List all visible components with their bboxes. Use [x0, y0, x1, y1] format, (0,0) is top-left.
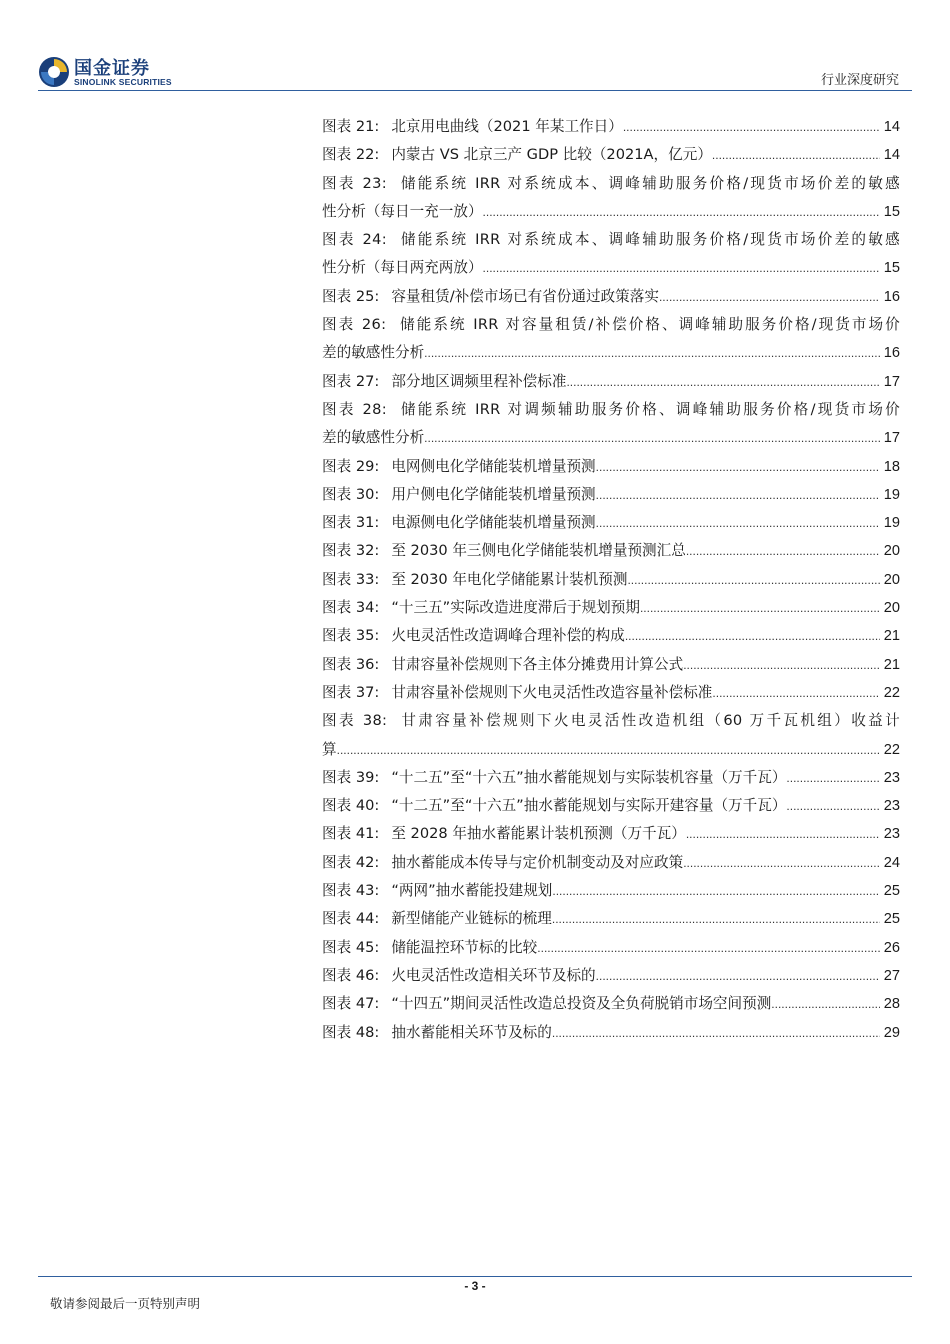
toc-leader-dots [596, 962, 880, 990]
toc-entry-title: 性分析（每日两充两放） [322, 259, 483, 277]
toc-leader-dots [683, 849, 880, 877]
toc-entry-page: 25 [883, 911, 900, 928]
company-logo [38, 56, 178, 90]
toc-entry[interactable] [322, 339, 900, 367]
toc-entry[interactable] [322, 283, 900, 311]
toc-entry[interactable] [322, 622, 900, 650]
toc-entry-label: 图表 29: [322, 457, 380, 475]
toc-entry[interactable] [322, 509, 900, 537]
toc-entry-page: 25 [883, 883, 900, 900]
toc-entry-page: 19 [883, 486, 900, 503]
toc-entry-label: 图表 42: [322, 853, 380, 871]
toc-entry-page: 23 [883, 769, 900, 786]
toc-leader-dots [552, 1019, 880, 1047]
toc-entry-page: 24 [883, 854, 900, 871]
logo-chinese-name: 国金证券 [74, 58, 150, 79]
toc-entry[interactable] [322, 368, 900, 396]
toc-leader-dots [537, 934, 880, 962]
toc-entry-label: 图表 22: [322, 146, 380, 164]
toc-entry-title: 至 2030 年三侧电化学储能装机增量预测汇总 [391, 542, 686, 560]
toc-entry-title: 储能系统 IRR 对系统成本、调峰辅助服务价格/现货市场价差的敏感 [398, 174, 900, 192]
disclaimer-text: 敬请参阅最后一页特别声明 [50, 1296, 201, 1311]
toc-entry-label: 图表 26: [322, 316, 387, 334]
toc-leader-dots [424, 339, 880, 367]
toc-entry-title: “十三五”实际改造进度滞后于规划预期 [391, 599, 640, 617]
toc-entry-label: 图表 25: [322, 287, 380, 305]
toc-entry[interactable] [322, 877, 900, 905]
toc-entry-page: 20 [883, 543, 900, 560]
toc-entry-title: 电源侧电化学储能装机增量预测 [391, 514, 596, 532]
toc-entry-page: 18 [883, 458, 900, 475]
footer-divider [38, 1276, 912, 1277]
toc-entry-title: 储能系统 IRR 对系统成本、调峰辅助服务价格/现货市场价差的敏感 [398, 231, 900, 249]
toc-entry-page: 21 [883, 628, 900, 645]
toc-leader-dots [625, 622, 880, 650]
toc-entry-label: 图表 41: [322, 825, 380, 843]
toc-entry-page: 28 [883, 996, 900, 1013]
toc-entry-title: 甘肃容量补偿规则下火电灵活性改造机组（60 万千瓦机组）收益计 [399, 712, 900, 730]
toc-leader-dots [686, 537, 880, 565]
toc-entry-page: 21 [883, 656, 900, 673]
toc-entry-page: 20 [883, 600, 900, 617]
toc-entry-title: 部分地区调频里程补偿标准 [391, 372, 567, 390]
toc-entry-title: 性分析（每日一充一放） [322, 202, 483, 220]
toc-entry-label: 图表 46: [322, 966, 380, 984]
toc-entry[interactable] [322, 962, 900, 990]
toc-entry-label: 图表 28: [322, 400, 387, 418]
toc-entry-title: 储能系统 IRR 对调频辅助服务价格、调峰辅助服务价格/现货市场价 [398, 400, 900, 418]
toc-leader-dots [483, 198, 880, 226]
toc-entry-title: 储能系统 IRR 对容量租赁/补偿价格、调峰辅助服务价格/现货市场价 [398, 316, 900, 334]
toc-entry[interactable] [322, 566, 900, 594]
toc-leader-dots [786, 792, 880, 820]
toc-entry-label: 图表 36: [322, 655, 380, 673]
toc-entry-label: 图表 39: [322, 768, 380, 786]
toc-leader-dots [552, 905, 880, 933]
toc-leader-dots [596, 453, 880, 481]
toc-entry-page: 20 [883, 571, 900, 588]
toc-leader-dots [786, 764, 880, 792]
toc-entry-title: 差的敏感性分析 [322, 429, 425, 447]
toc-leader-dots [552, 877, 880, 905]
toc-entry-title: 差的敏感性分析 [322, 344, 425, 362]
toc-entry-label: 图表 21: [322, 118, 380, 135]
toc-leader-dots [712, 679, 880, 707]
toc-leader-dots [596, 481, 880, 509]
toc-entry-label: 图表 44: [322, 910, 380, 928]
toc-entry[interactable] [322, 1019, 900, 1047]
toc-entry-label: 图表 43: [322, 882, 380, 900]
toc-entry-title: 储能温控环节标的比较 [391, 938, 538, 956]
toc-entry-page: 19 [883, 515, 900, 532]
toc-entry[interactable] [322, 198, 900, 226]
toc-entry-label: 图表 38: [322, 712, 388, 730]
toc-entry[interactable] [322, 764, 900, 792]
toc-entry[interactable] [322, 254, 900, 282]
toc-entry-page: 23 [883, 798, 900, 815]
toc-entry-title: “十二五”至“十六五”抽水蓄能规划与实际开建容量（万千瓦） [391, 797, 787, 815]
toc-entry-page: 29 [883, 1024, 900, 1041]
toc-entry[interactable] [322, 820, 900, 848]
toc-entry[interactable] [322, 226, 900, 254]
page-header [0, 0, 950, 100]
toc-entry-page: 27 [883, 967, 900, 984]
page-number: - 3 - [464, 1279, 486, 1293]
toc-entry-page: 16 [883, 288, 900, 305]
toc-entry-title: 火电灵活性改造相关环节及标的 [391, 966, 596, 984]
toc-entry[interactable] [322, 905, 900, 933]
toc-leader-dots [640, 594, 880, 622]
toc-leader-dots [337, 736, 880, 764]
toc-entry-title: 至 2030 年电化学储能累计装机预测 [391, 570, 628, 588]
toc-entry[interactable] [322, 141, 900, 169]
toc-entry[interactable] [322, 792, 900, 820]
toc-entry-page: 17 [883, 430, 900, 447]
toc-entry-title: 至 2028 年抽水蓄能累计装机预测（万千瓦） [391, 825, 686, 843]
toc-leader-dots [483, 254, 880, 282]
toc-entry-title: 容量租赁/补偿市场已有省份通过政策落实 [391, 287, 659, 305]
header-divider [38, 90, 912, 91]
toc-leader-dots [712, 141, 880, 169]
toc-entry[interactable] [322, 113, 900, 141]
toc-entry[interactable] [322, 594, 900, 622]
toc-entry-title: “两网”抽水蓄能投建规划 [391, 882, 553, 900]
toc-entry-label: 图表 47: [322, 995, 380, 1013]
toc-entry-title: 抽水蓄能相关环节及标的 [391, 1023, 552, 1041]
toc-entry-page: 14 [883, 147, 900, 164]
toc-entry[interactable] [322, 453, 900, 481]
toc-entry[interactable] [322, 990, 900, 1018]
toc-entry[interactable] [322, 170, 900, 198]
sinolink-logo-icon [38, 56, 70, 88]
toc-entry-page: 14 [883, 119, 900, 135]
toc-entry-page: 23 [883, 826, 900, 843]
toc-entry-label: 图表 37: [322, 683, 380, 701]
toc-entry-title: 算 [322, 740, 337, 758]
toc-entry-page: 15 [883, 203, 900, 220]
toc-entry-label: 图表 24: [322, 231, 387, 249]
toc-leader-dots [683, 651, 880, 679]
toc-leader-dots [627, 566, 880, 594]
toc-entry-title: 新型储能产业链标的梳理 [391, 910, 552, 928]
toc-entry[interactable] [322, 424, 900, 452]
toc-entry-label: 图表 35: [322, 627, 380, 645]
toc-leader-dots [686, 820, 880, 848]
toc-entry-title: 用户侧电化学储能装机增量预测 [391, 485, 596, 503]
toc-entry[interactable] [322, 651, 900, 679]
toc-entry-label: 图表 32: [322, 542, 380, 560]
toc-leader-dots [623, 113, 880, 141]
toc-entry-label: 图表 48: [322, 1023, 380, 1041]
toc-entry-label: 图表 40: [322, 797, 380, 815]
toc-entry[interactable] [322, 934, 900, 962]
report-type-label: 行业深度研究 [820, 73, 899, 88]
toc-entry-label: 图表 45: [322, 938, 380, 956]
toc-entry[interactable] [322, 679, 900, 707]
toc-leader-dots [771, 990, 880, 1018]
toc-leader-dots [424, 424, 880, 452]
toc-entry-title: 抽水蓄能成本传导与定价机制变动及对应政策 [391, 853, 684, 871]
toc-entry[interactable] [322, 481, 900, 509]
toc-entry-label: 图表 30: [322, 485, 380, 503]
toc-entry[interactable] [322, 849, 900, 877]
toc-entry[interactable] [322, 707, 900, 735]
toc-entry-title: 甘肃容量补偿规则下各主体分摊费用计算公式 [391, 655, 684, 673]
toc-entry-label: 图表 31: [322, 514, 380, 532]
toc-entry-page: 15 [883, 260, 900, 277]
toc-entry-page: 17 [883, 373, 900, 390]
toc-leader-dots [659, 283, 880, 311]
toc-entry-title: 内蒙古 VS 北京三产 GDP 比较（2021A，亿元） [391, 146, 712, 164]
toc-entry[interactable] [322, 311, 900, 339]
toc-entry-page: 16 [883, 345, 900, 362]
toc-entry-title: 甘肃容量补偿规则下火电灵活性改造容量补偿标准 [391, 683, 713, 701]
toc-entry-title: 火电灵活性改造调峰合理补偿的构成 [391, 627, 625, 645]
toc-entry[interactable] [322, 396, 900, 424]
toc-entry-title: “十二五”至“十六五”抽水蓄能规划与实际装机容量（万千瓦） [391, 768, 787, 786]
table-of-figures [322, 113, 900, 1047]
toc-entry-label: 图表 34: [322, 599, 380, 617]
toc-entry[interactable] [322, 736, 900, 764]
toc-entry-title: “十四五”期间灵活性改造总投资及全负荷脱销市场空间预测 [391, 995, 772, 1013]
toc-entry-title: 北京用电曲线（2021 年某工作日） [391, 118, 623, 135]
toc-entry-page: 26 [883, 939, 900, 956]
toc-entry[interactable] [322, 537, 900, 565]
logo-english-name: SINOLINK SECURITIES [74, 77, 172, 87]
toc-leader-dots [566, 368, 880, 396]
toc-leader-dots [596, 509, 880, 537]
toc-entry-label: 图表 33: [322, 570, 380, 588]
toc-entry-title: 电网侧电化学储能装机增量预测 [391, 457, 596, 475]
toc-entry-label: 图表 23: [322, 174, 387, 192]
toc-entry-page: 22 [883, 684, 900, 701]
toc-entry-label: 图表 27: [322, 372, 380, 390]
toc-entry-page: 22 [883, 741, 900, 758]
